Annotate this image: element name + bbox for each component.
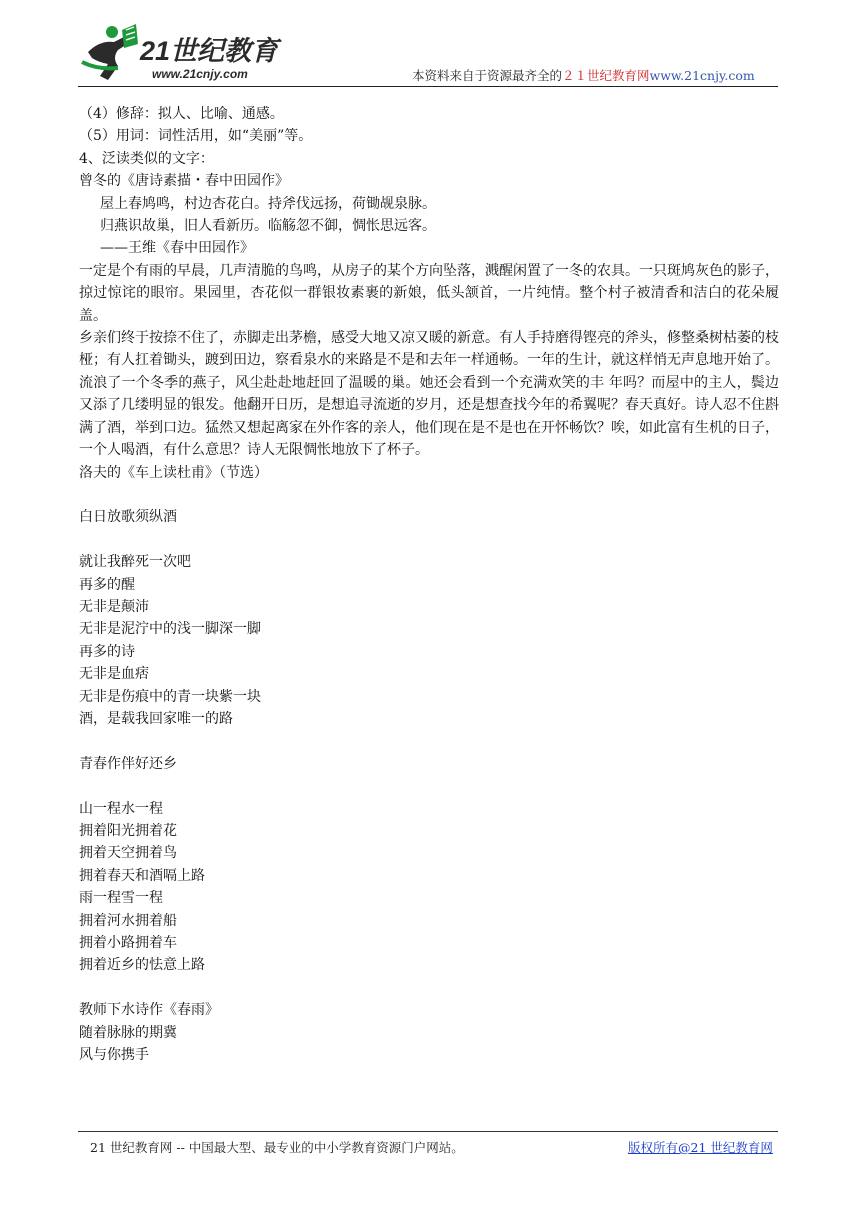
blank-line — [79, 730, 779, 752]
blank-line — [79, 484, 779, 506]
poem-line: 风与你携手 — [79, 1046, 149, 1063]
header-note-prefix: 本资料来自于资源最齐全的 — [412, 68, 563, 83]
footer-note: 21 世纪教育网 -- 中国最大型、最专业的中小学教育资源门户网站。 — [90, 1140, 464, 1155]
footer-divider — [78, 1131, 778, 1132]
poem-line: 拥着小路拥着车 — [79, 934, 177, 951]
poem-line: 无非是伤痕中的青一块紫一块 — [79, 688, 261, 705]
poem-line: 再多的醒 — [79, 576, 135, 593]
header-note-url[interactable]: www.21cnjy.com — [649, 68, 755, 83]
blank-line — [79, 775, 779, 797]
logo-url-text: www.21cnjy.com — [152, 67, 248, 81]
blank-line — [79, 977, 779, 999]
logo-main-text: 21世纪教育 — [140, 36, 279, 66]
poem-line: 雨一程雪一程 — [79, 890, 163, 907]
text-line: （4）修辞：拟人、比喻、通感。 — [79, 106, 284, 122]
text-line: 教师下水诗作《春雨》 — [79, 1002, 219, 1019]
text-line: 曾冬的《唐诗素描・春中田园作》 — [79, 173, 289, 190]
poem-line: 无非是颠沛 — [79, 598, 149, 615]
poem-line: 拥着春天和酒嗝上路 — [79, 867, 205, 884]
poem-line: 山一程水一程 — [79, 800, 163, 817]
site-logo[interactable] — [78, 22, 308, 86]
poem-line: 屋上春鸠鸣，村边杏花白。持斧伐远扬，荷锄觇泉脉。 — [100, 195, 436, 212]
document-body — [79, 103, 779, 1066]
poem-line: 随着脉脉的期冀 — [79, 1024, 177, 1041]
page-header — [0, 0, 860, 95]
poem-attribution: ——王维《春中田园作》 — [100, 240, 254, 257]
header-note — [412, 66, 755, 84]
runner-icon — [82, 24, 138, 80]
poem-line: 就让我醉死一次吧 — [79, 554, 191, 571]
prose-paragraph: 流浪了一个冬季的燕子，风尘赴赴地赶回了温暖的巢。她还会看到一个充满欢笑的丰 年吗？而屋中的主人，鬓边又添了几缕明显的银发。他翻开日历，是想追寻流逝的岁月，还是想查找今年的希翼呢？春天真好。诗人忍不住斟满了酒，举到口边。猛然又想起离家在外作客的亲人，他们现在是不是也在开怀畅饮？唉，如此富有生机的日子，一个人喝酒，有什么意思？诗人无限惆怅地放下了杯子。 — [79, 374, 779, 459]
poem-line: 拥着近乡的怯意上路 — [79, 957, 205, 974]
text-line: 4、泛读类似的文字： — [79, 150, 214, 167]
text-line: 洛夫的《车上读杜甫》（节选） — [79, 464, 268, 481]
header-note-highlight: ２１世纪教育网 — [562, 68, 650, 83]
poem-line: 归燕识故巢，旧人看新历。临觞忽不御，惆怅思远客。 — [100, 218, 436, 235]
poem-line: 无非是泥泞中的浅一脚深一脚 — [79, 621, 261, 638]
poem-line: 酒，是载我回家唯一的路 — [79, 710, 233, 727]
header-divider — [78, 86, 778, 87]
text-line: （5）用词：词性活用，如“美丽”等。 — [79, 128, 313, 145]
poem-line: 拥着河水拥着船 — [79, 912, 177, 929]
poem-section-title: 青春作伴好还乡 — [79, 755, 177, 772]
poem-line: 拥着天空拥着鸟 — [79, 845, 177, 862]
prose-paragraph: 乡亲们终于按捺不住了，赤脚走出茅檐，感受大地又凉又暖的新意。有人手持磨得铿亮的斧头，修整桑树枯萎的枝桠；有人扛着锄头，踱到田边，察看泉水的来路是不是和去年一样通畅。一年的生计，就这样悄无声息地开始了。 — [79, 330, 779, 369]
poem-line: 拥着阳光拥着花 — [79, 822, 177, 839]
poem-line: 再多的诗 — [79, 643, 135, 660]
prose-paragraph: 一定是个有雨的早晨，几声清脆的鸟鸣，从房子的某个方向坠落，溅醒闲置了一冬的农具。一只斑鸠灰色的影子，掠过惊诧的眼帘。果园里，杏花似一群银妆素裹的新娘，低头颔首，一片纯情。整个村子被清香和洁白的花朵履盖。 — [79, 262, 779, 324]
copyright-link[interactable]: 版权所有@21 世纪教育网 — [628, 1140, 773, 1155]
poem-section-title: 白日放歌须纵酒 — [79, 509, 177, 526]
blank-line — [79, 529, 779, 551]
poem-line: 无非是血痞 — [79, 666, 149, 683]
